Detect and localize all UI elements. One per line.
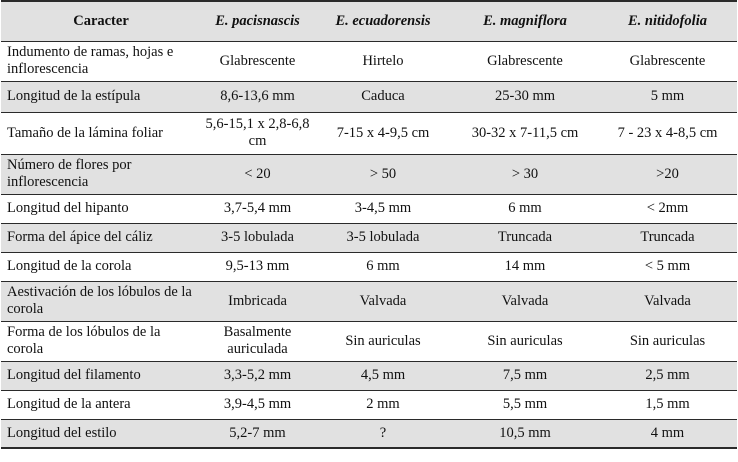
row-label: Longitud del hipanto <box>1 194 201 223</box>
row-label: Forma del ápice del cáliz <box>1 223 201 252</box>
cell-e-magniflora: 5,5 mm <box>452 390 598 419</box>
cell-e-pacisnascis: 3,9-4,5 mm <box>201 390 314 419</box>
cell-e-pacisnascis: 3,3-5,2 mm <box>201 361 314 390</box>
cell-e-magniflora: 6 mm <box>452 194 598 223</box>
row-label: Longitud de la antera <box>1 390 201 419</box>
cell-e-magniflora: 30-32 x 7-11,5 cm <box>452 112 598 154</box>
row-label: Indumento de ramas, hojas e inflorescencia <box>1 41 201 81</box>
table-row <box>1 112 737 154</box>
cell-e-magniflora: > 30 <box>452 154 598 194</box>
row-label: Longitud de la estípula <box>1 81 201 112</box>
cell-e-ecuadorensis: Caduca <box>314 81 452 112</box>
cell-e-nitidofolia: < 5 mm <box>598 252 737 281</box>
cell-e-pacisnascis: 8,6-13,6 mm <box>201 81 314 112</box>
row-label: Longitud de la corola <box>1 252 201 281</box>
cell-e-ecuadorensis: ? <box>314 419 452 448</box>
cell-e-pacisnascis: < 20 <box>201 154 314 194</box>
cell-e-nitidofolia: 4 mm <box>598 419 737 448</box>
cell-e-nitidofolia: 2,5 mm <box>598 361 737 390</box>
cell-e-pacisnascis: 5,6-15,1 x 2,8-6,8 cm <box>201 112 314 154</box>
cell-e-ecuadorensis: 3-4,5 mm <box>314 194 452 223</box>
cell-e-nitidofolia: Valvada <box>598 281 737 321</box>
row-label: Forma de los lóbulos de la corola <box>1 321 201 361</box>
table-row <box>1 361 737 390</box>
table-row <box>1 390 737 419</box>
header-caracter: Caracter <box>1 1 201 41</box>
row-label: Número de flores por inflorescencia <box>1 154 201 194</box>
cell-e-magniflora: 25-30 mm <box>452 81 598 112</box>
header-e-pacisnascis: E. pacisnascis <box>201 1 314 41</box>
table-row <box>1 281 737 321</box>
row-label: Longitud del estilo <box>1 419 201 448</box>
cell-e-magniflora: Truncada <box>452 223 598 252</box>
header-e-ecuadorensis: E. ecuadorensis <box>314 1 452 41</box>
cell-e-nitidofolia: Sin auriculas <box>598 321 737 361</box>
cell-e-nitidofolia: Truncada <box>598 223 737 252</box>
cell-e-magniflora: Glabrescente <box>452 41 598 81</box>
cell-e-ecuadorensis: 2 mm <box>314 390 452 419</box>
cell-e-nitidofolia: Glabrescente <box>598 41 737 81</box>
cell-e-magniflora: Sin auriculas <box>452 321 598 361</box>
row-label: Tamaño de la lámina foliar <box>1 112 201 154</box>
cell-e-nitidofolia: 1,5 mm <box>598 390 737 419</box>
cell-e-pacisnascis: Basalmente auriculada <box>201 321 314 361</box>
cell-e-magniflora: Valvada <box>452 281 598 321</box>
table-row <box>1 252 737 281</box>
header-e-nitidofolia: E. nitidofolia <box>598 1 737 41</box>
row-label: Longitud del filamento <box>1 361 201 390</box>
table-row <box>1 194 737 223</box>
cell-e-ecuadorensis: Valvada <box>314 281 452 321</box>
header-e-magniflora: E. magniflora <box>452 1 598 41</box>
table-row <box>1 223 737 252</box>
table-row <box>1 321 737 361</box>
cell-e-pacisnascis: 9,5-13 mm <box>201 252 314 281</box>
cell-e-nitidofolia: < 2mm <box>598 194 737 223</box>
cell-e-ecuadorensis: 6 mm <box>314 252 452 281</box>
table-row <box>1 81 737 112</box>
table-row <box>1 154 737 194</box>
cell-e-pacisnascis: 5,2-7 mm <box>201 419 314 448</box>
cell-e-pacisnascis: Imbricada <box>201 281 314 321</box>
cell-e-ecuadorensis: > 50 <box>314 154 452 194</box>
cell-e-ecuadorensis: 4,5 mm <box>314 361 452 390</box>
species-comparison-table <box>1 0 737 449</box>
cell-e-ecuadorensis: 3-5 lobulada <box>314 223 452 252</box>
cell-e-nitidofolia: >20 <box>598 154 737 194</box>
cell-e-magniflora: 14 mm <box>452 252 598 281</box>
header-row <box>1 1 737 41</box>
cell-e-pacisnascis: 3-5 lobulada <box>201 223 314 252</box>
cell-e-magniflora: 10,5 mm <box>452 419 598 448</box>
row-label: Aestivación de los lóbulos de la corola <box>1 281 201 321</box>
cell-e-magniflora: 7,5 mm <box>452 361 598 390</box>
cell-e-pacisnascis: 3,7-5,4 mm <box>201 194 314 223</box>
table-row <box>1 41 737 81</box>
cell-e-ecuadorensis: Sin auriculas <box>314 321 452 361</box>
table-row <box>1 419 737 448</box>
cell-e-pacisnascis: Glabrescente <box>201 41 314 81</box>
cell-e-ecuadorensis: 7-15 x 4-9,5 cm <box>314 112 452 154</box>
cell-e-ecuadorensis: Hirtelo <box>314 41 452 81</box>
cell-e-nitidofolia: 5 mm <box>598 81 737 112</box>
cell-e-nitidofolia: 7 - 23 x 4-8,5 cm <box>598 112 737 154</box>
